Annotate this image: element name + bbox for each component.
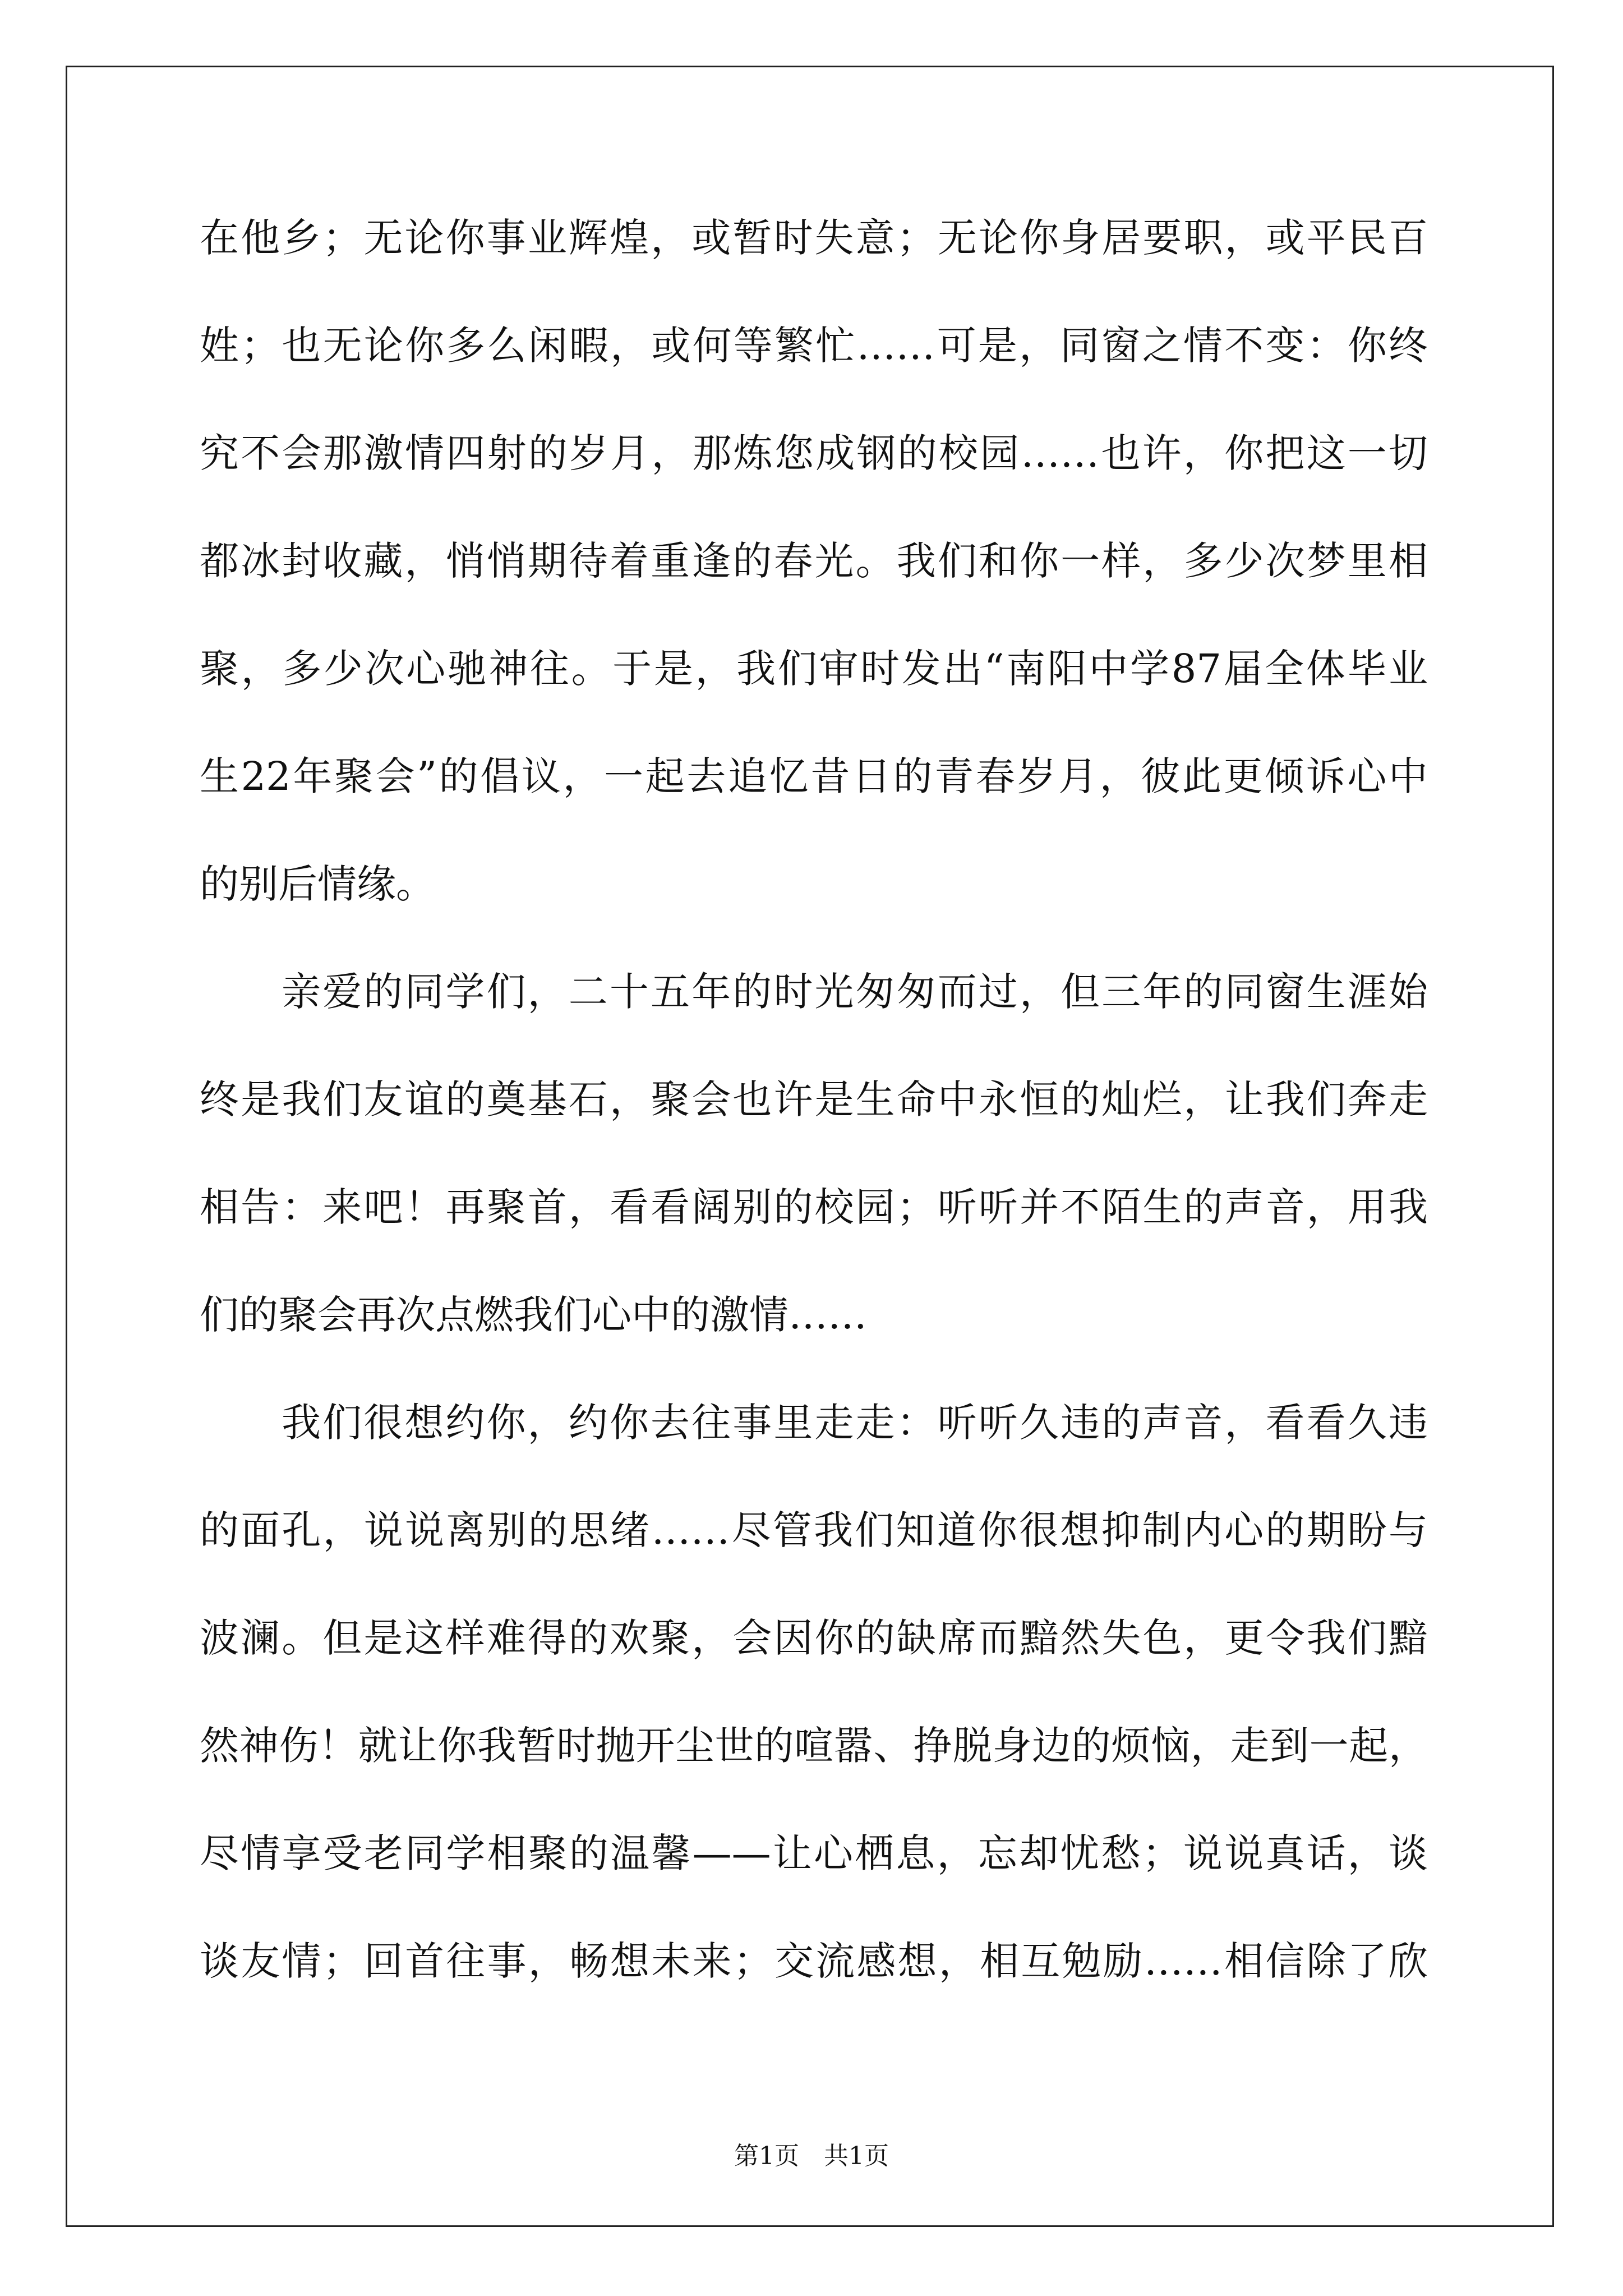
page-border (66, 66, 1554, 2227)
text-line: 的面孔，说说离别的思绪……尽管我们知道你很想抑制内心的期盼与 (200, 1507, 1428, 1553)
text-line: 都冰封收藏，悄悄期待着重逢的春光。我们和你一样，多少次梦里相 (200, 538, 1428, 584)
text-line: 聚，多少次心驰神往。于是，我们审时发出“南阳中学87届全体毕业 (200, 646, 1428, 692)
text-line: 谈友情；回首往事，畅想未来；交流感想，相互勉励……相信除了欣 (200, 1938, 1428, 1984)
text-line: 我们很想约你，约你去往事里走走：听听久违的声音，看看久违 (282, 1400, 1428, 1446)
page-number-footer: 第1页 共1页 (734, 2142, 889, 2170)
text-line: 们的聚会再次点燃我们心中的激情…… (200, 1292, 867, 1338)
text-line: 波澜。但是这样难得的欢聚，会因你的缺席而黯然失色，更令我们黯 (200, 1615, 1428, 1661)
text-line: 姓；也无论你多么闲暇，或何等繁忙……可是，同窗之情不变：你终 (200, 323, 1428, 369)
text-line: 相告：来吧！再聚首，看看阔别的校园；听听并不陌生的声音，用我 (200, 1184, 1428, 1230)
text-line: 的别后情缘。 (200, 861, 435, 907)
text-line: 生22年聚会”的倡议，一起去追忆昔日的青春岁月，彼此更倾诉心中 (200, 753, 1428, 799)
text-line: 究不会那激情四射的岁月，那炼您成钢的校园……也许，你把这一切 (200, 430, 1428, 476)
text-line: 亲爱的同学们，二十五年的时光匆匆而过，但三年的同窗生涯始 (282, 969, 1428, 1015)
text-line: 然神伤！就让你我暂时抛开尘世的喧嚣、挣脱身边的烦恼，走到一起， (200, 1723, 1428, 1769)
text-line: 终是我们友谊的奠基石，聚会也许是生命中永恒的灿烂，让我们奔走 (200, 1076, 1428, 1122)
text-line: 在他乡；无论你事业辉煌，或暂时失意；无论你身居要职，或平民百 (200, 215, 1428, 261)
text-line: 尽情享受老同学相聚的温馨——让心栖息，忘却忧愁；说说真话，谈 (200, 1830, 1428, 1876)
